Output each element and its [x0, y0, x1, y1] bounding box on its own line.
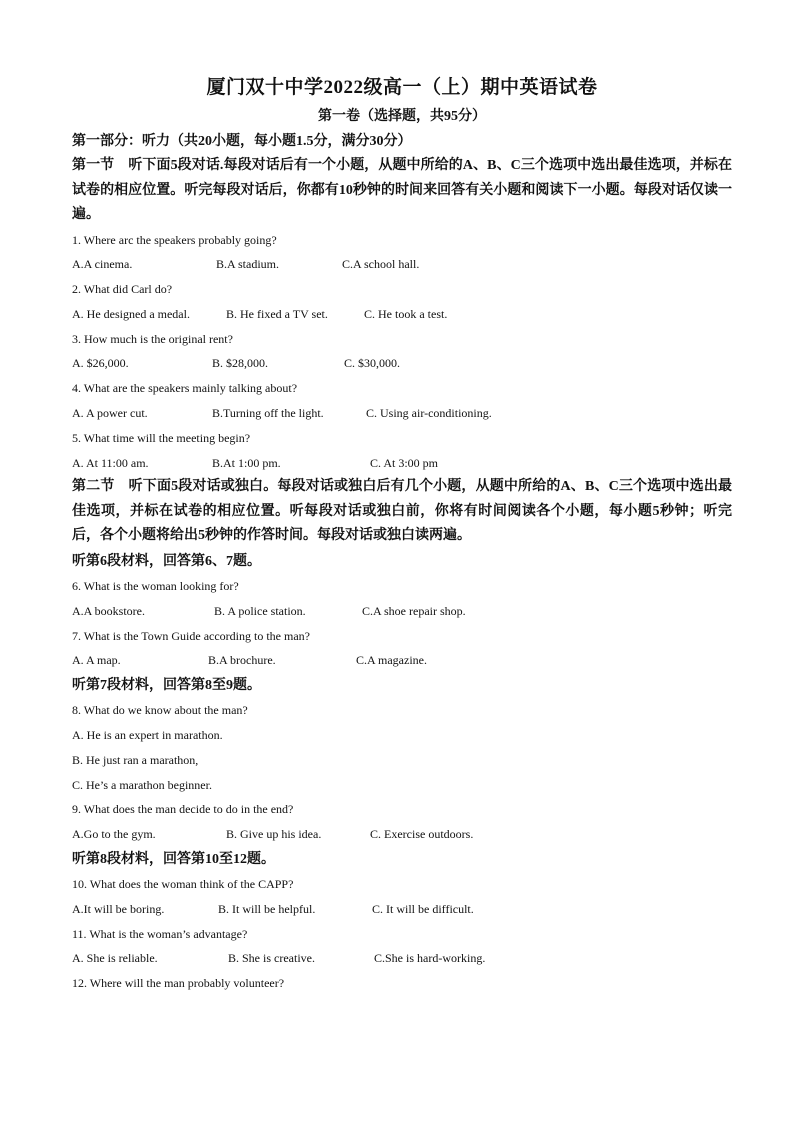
question-9-stem: 9. What does the man decide to do in the end?: [72, 802, 294, 817]
q5-option-c[interactable]: C. At 3:00 pm: [370, 455, 439, 470]
q5-option-b[interactable]: B.At 1:00 pm.: [212, 455, 281, 470]
q11-option-c[interactable]: C.She is hard-working.: [374, 951, 486, 966]
volume-subtitle: 第一卷（选择题，共95分）: [318, 109, 486, 124]
exam-page: [72, 64, 732, 996]
q3-option-b[interactable]: B. $28,000.: [212, 356, 269, 371]
q10-option-b[interactable]: B. It will be helpful.: [218, 901, 316, 916]
q10-option-c[interactable]: C. It will be difficult.: [372, 901, 474, 916]
question-8-stem: 8. What do we know about the man?: [72, 703, 248, 718]
question-7-stem: 7. What is the Town Guide according to the man?: [72, 628, 310, 643]
group-6-heading: 听第6段材料，回答第6、7题。: [72, 553, 261, 569]
q1-option-c[interactable]: C.A school hall.: [342, 257, 420, 272]
q11-option-a[interactable]: A. She is reliable.: [72, 951, 158, 966]
q10-option-a[interactable]: A.It will be boring.: [72, 901, 165, 916]
question-5-options: [72, 451, 732, 476]
q9-option-c[interactable]: C. Exercise outdoors.: [370, 827, 474, 842]
group-7-heading: 听第7段材料，回答第8至9题。: [72, 678, 261, 694]
question-5-stem: 5. What time will the meeting begin?: [72, 430, 251, 445]
q6-option-b[interactable]: B. A police station.: [214, 603, 306, 618]
question-11-stem: 11. What is the woman’s advantage?: [72, 926, 248, 941]
question-10-stem: 10. What does the woman think of the CAPP?: [72, 876, 294, 891]
q7-option-b[interactable]: B.A brochure.: [208, 653, 276, 668]
question-4-stem: 4. What are the speakers mainly talking about?: [72, 381, 298, 396]
question-6-options: [72, 599, 732, 624]
q7-option-c[interactable]: C.A magazine.: [356, 653, 427, 668]
q5-option-a[interactable]: A. At 11:00 am.: [72, 455, 149, 470]
q9-option-a[interactable]: A.Go to the gym.: [72, 827, 156, 842]
q8-option-b[interactable]: B. He just ran a marathon,: [72, 752, 199, 767]
q9-option-b[interactable]: B. Give up his idea.: [226, 827, 322, 842]
question-2-options: [72, 302, 732, 327]
q3-option-a[interactable]: A. $26,000.: [72, 356, 129, 371]
q1-option-a[interactable]: A.A cinema.: [72, 257, 133, 272]
question-6-stem: 6. What is the woman looking for?: [72, 578, 239, 593]
q4-option-b[interactable]: B.Turning off the light.: [212, 406, 324, 421]
q4-option-c[interactable]: C. Using air-conditioning.: [366, 406, 492, 421]
question-4-options: [72, 401, 732, 426]
q11-option-b[interactable]: B. She is creative.: [228, 951, 315, 966]
q4-option-a[interactable]: A. A power cut.: [72, 406, 148, 421]
q8-option-c[interactable]: C. He’s a marathon beginner.: [72, 777, 212, 792]
q1-option-b[interactable]: B.A stadium.: [216, 257, 280, 272]
section2-instructions: 第二节 听下面5段对话或独白。每段对话或独白后有几个小题，从题中所给的A、B、C三个选项中选出最佳选项，并标在试卷的相应位置。听每段对话或独白前，你将有时间阅读各个小题，每小题5秒钟；听完后，各个小题将给出5秒钟的作答时间。每段对话或独白读两遍。: [72, 479, 732, 544]
q2-option-c[interactable]: C. He took a test.: [364, 306, 448, 321]
question-7-options: [72, 648, 732, 673]
question-1-stem: 1. Where arc the speakers probably going?: [72, 232, 277, 247]
q2-option-b[interactable]: B. He fixed a TV set.: [226, 306, 328, 321]
question-9-options: [72, 822, 732, 847]
q6-option-c[interactable]: C.A shoe repair shop.: [362, 603, 466, 618]
question-1-options: [72, 252, 732, 277]
group-8-heading: 听第8段材料，回答第10至12题。: [72, 851, 275, 867]
question-11-options: [72, 946, 732, 971]
exam-title: 厦门双十中学2022级高一（上）期中英语试卷: [206, 77, 598, 98]
question-2-stem: 2. What did Carl do?: [72, 282, 173, 297]
question-3-options: [72, 351, 732, 376]
question-12-stem: 12. Where will the man probably volunteer?: [72, 976, 285, 991]
q3-option-c[interactable]: C. $30,000.: [344, 356, 401, 371]
q7-option-a[interactable]: A. A map.: [72, 653, 121, 668]
question-3-stem: 3. How much is the original rent?: [72, 331, 233, 346]
q2-option-a[interactable]: A. He designed a medal.: [72, 306, 190, 321]
part1-heading: 第一部分：听力（共20小题，每小题1.5分，满分30分）: [72, 134, 412, 149]
question-10-options: [72, 897, 732, 922]
section1-instructions: 第一节 听下面5段对话.每段对话后有一个小题，从题中所给的A、B、C三个选项中选出最佳选项，并标在试卷的相应位置。听完每段对话后，你都有10秒钟的时间来回答有关小题和阅读下一小题。每段对话仅读一遍。: [72, 158, 732, 222]
q8-option-a[interactable]: A. He is an expert in marathon.: [72, 727, 223, 742]
q6-option-a[interactable]: A.A bookstore.: [72, 603, 145, 618]
